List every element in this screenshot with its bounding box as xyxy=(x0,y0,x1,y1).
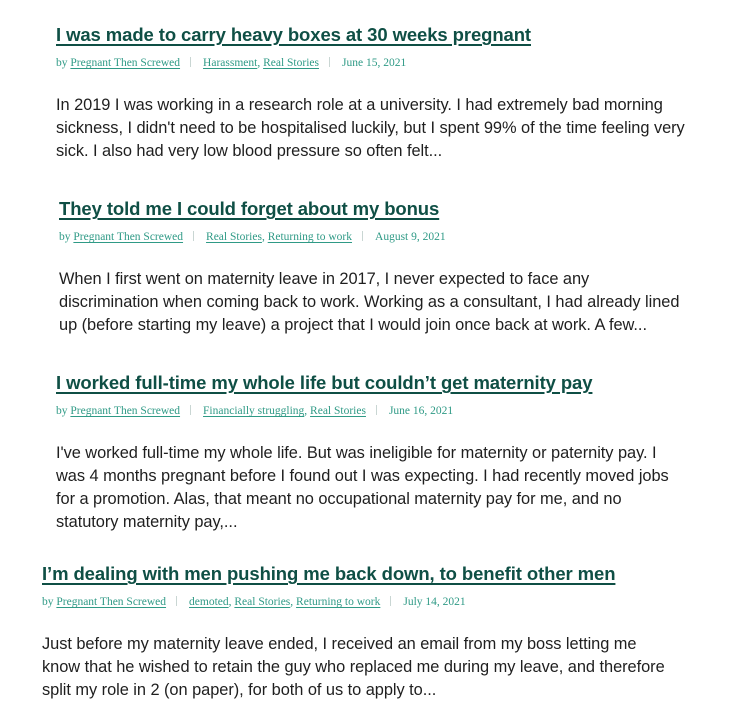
post-item xyxy=(56,24,730,163)
excerpt-line: sickness, I didn't need to be hospitalised luckily, but I spent 99% of the time feeling very xyxy=(56,119,685,137)
post-meta xyxy=(42,595,730,609)
post-meta xyxy=(56,404,730,418)
post-date: August 9, 2021 xyxy=(375,231,446,243)
post-excerpt xyxy=(56,94,730,163)
category-separator: , xyxy=(228,596,235,608)
post-excerpt xyxy=(56,442,730,534)
excerpt-line: I've worked full-time my whole life. But was ineligible for maternity or paternity pay. I xyxy=(56,444,657,462)
post-item xyxy=(59,198,730,337)
post-date: July 14, 2021 xyxy=(403,596,466,608)
category-separator: , xyxy=(257,57,264,69)
post-meta xyxy=(56,56,730,70)
meta-divider xyxy=(176,596,177,606)
excerpt-line: In 2019 I was working in a research role at a university. I had extremely bad morning xyxy=(56,96,663,114)
category-link[interactable]: demoted xyxy=(189,596,229,608)
category-link[interactable]: Real Stories xyxy=(310,405,366,417)
by-prefix: by xyxy=(59,231,74,243)
excerpt-line: When I first went on maternity leave in 2017, I never expected to face any xyxy=(59,270,590,288)
category-link[interactable]: Returning to work xyxy=(296,596,381,608)
excerpt-line: Just before my maternity leave ended, I received an email from my boss letting me xyxy=(42,635,637,653)
post-title-link[interactable]: I’m dealing with men pushing me back down, to benefit other men xyxy=(42,563,616,584)
meta-divider xyxy=(193,231,194,241)
meta-divider xyxy=(390,596,391,606)
category-link[interactable]: Returning to work xyxy=(267,231,353,243)
author-link[interactable]: Pregnant Then Screwed xyxy=(73,231,184,243)
post-date: June 15, 2021 xyxy=(341,57,407,69)
category-link[interactable]: Financially struggling xyxy=(203,405,305,417)
post-title-link[interactable]: I worked full-time my whole life but couldn’t get maternity pay xyxy=(56,372,593,393)
post-excerpt xyxy=(59,268,730,337)
post-date: June 16, 2021 xyxy=(388,405,454,417)
meta-divider xyxy=(190,405,191,415)
category-link[interactable]: Real Stories xyxy=(206,231,262,243)
excerpt-line: for a promotion. Alas, that meant no occupational maternity pay for me, and no xyxy=(56,490,622,508)
post-item xyxy=(56,372,730,534)
author-link[interactable]: Pregnant Then Screwed xyxy=(70,405,181,417)
excerpt-line: was 4 months pregnant before I found out I was expecting. I had recently moved jobs xyxy=(56,467,669,485)
excerpt-line: up (before starting my leave) a project that I would join once back at work. A few... xyxy=(59,316,647,334)
post-item xyxy=(42,563,730,702)
by-prefix: by xyxy=(56,57,71,69)
post-title-link[interactable]: I was made to carry heavy boxes at 30 weeks pregnant xyxy=(56,24,531,45)
meta-divider xyxy=(329,57,330,67)
post-meta xyxy=(59,230,730,244)
by-prefix: by xyxy=(56,405,71,417)
excerpt-line: discrimination when coming back to work. Working as a consultant, I had already lined xyxy=(59,293,680,311)
author-link[interactable]: Pregnant Then Screwed xyxy=(56,596,167,608)
category-separator: , xyxy=(304,405,311,417)
meta-divider xyxy=(376,405,377,415)
by-prefix: by xyxy=(42,596,57,608)
category-separator: , xyxy=(290,596,297,608)
category-link[interactable]: Harassment xyxy=(203,57,258,69)
category-link[interactable]: Real Stories xyxy=(263,57,319,69)
author-link[interactable]: Pregnant Then Screwed xyxy=(70,57,181,69)
meta-divider xyxy=(362,231,363,241)
post-excerpt xyxy=(42,633,730,702)
excerpt-line: know that he wished to retain the guy who replaced me during my leave, and therefore xyxy=(42,658,665,676)
excerpt-line: sick. I also had very low blood pressure so often felt... xyxy=(56,142,443,160)
category-link[interactable]: Real Stories xyxy=(234,596,291,608)
meta-divider xyxy=(190,57,191,67)
post-title-link[interactable]: They told me I could forget about my bonus xyxy=(59,198,440,219)
excerpt-line: statutory maternity pay,... xyxy=(56,513,238,531)
excerpt-line: split my role in 2 (on paper), for both of us to apply to... xyxy=(42,681,437,699)
category-separator: , xyxy=(261,231,268,243)
